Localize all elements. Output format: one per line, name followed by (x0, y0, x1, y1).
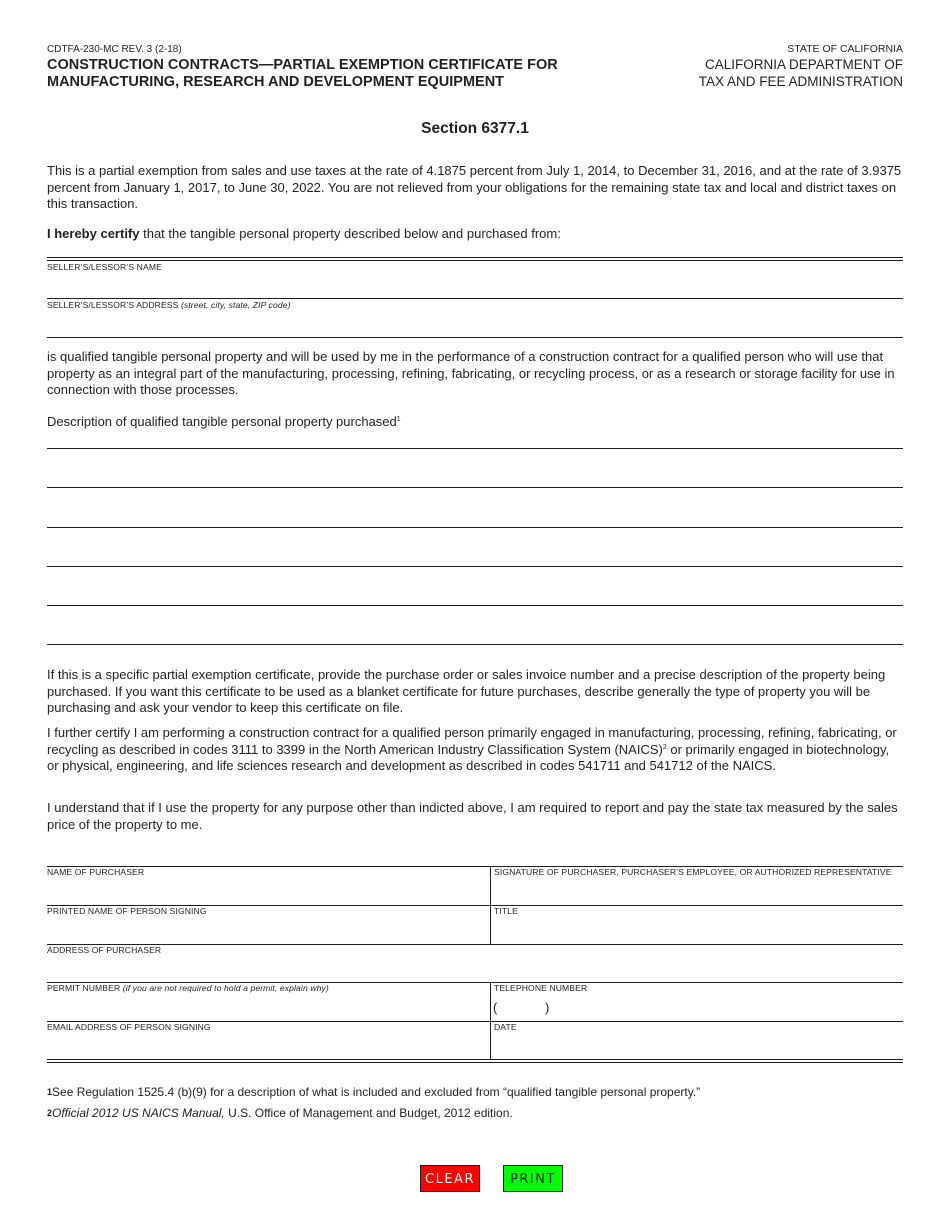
agency-line2: TAX AND FEE ADMINISTRATION (698, 74, 903, 89)
purchaser-name-label: NAME OF PURCHASER (47, 867, 145, 877)
footnote-1 (47, 1084, 700, 1100)
further-part1: I further certify I am performing a construction contract for a qualified person primarily engaged in manufacturing, processing, refining, fabricating, or recycling as described in codes 3111 to 3399 in the North American Industry Classification System (NAICS) (47, 725, 897, 757)
understand-paragraph: I understand that if I use the property for any purpose other than indicted above, I am required to report and pay the state tax measured by the sales price of the property to me. (47, 800, 898, 832)
permit-label-text: PERMIT NUMBER (47, 983, 123, 993)
description-line (47, 448, 903, 449)
description-line (47, 605, 903, 606)
footnote-2-text: U.S. Office of Management and Budget, 2012 edition. (224, 1106, 513, 1120)
seller-address-hint: (street, city, state, ZIP code) (180, 300, 291, 310)
telephone-label: TELEPHONE NUMBER (494, 983, 588, 993)
footnote-2 (47, 1105, 513, 1121)
permit-number-field[interactable] (47, 994, 487, 1021)
date-label: DATE (494, 1022, 517, 1032)
email-field[interactable] (47, 1033, 487, 1059)
certify-rest: that the tangible personal property described below and purchased from: (139, 226, 561, 241)
seller-name-field[interactable] (47, 272, 903, 298)
further-part2: or primarily engaged in biotechnology, or physical, engineering, and life sciences research and development as described in codes 541711 and 541712 of the NAICS. (47, 741, 890, 774)
seller-address-label-text: SELLER’S/LESSOR’S ADDRESS (47, 300, 181, 310)
date-field[interactable] (494, 1033, 903, 1059)
seller-address-rule (47, 337, 903, 338)
form-title (47, 57, 627, 91)
description-field[interactable] (47, 430, 903, 646)
seller-address-field[interactable] (47, 311, 903, 337)
agency-line1: CALIFORNIA DEPARTMENT OF (704, 57, 903, 72)
description-line (47, 566, 903, 567)
qualified-paragraph: is qualified tangible personal property and will be used by me in the performance of a construction contract for a qualified person who will use that property as an integral part of the manufacturing, processing, refining, fabricating, or recycling process, or as a research or storage facility for use in connection with those processes. (47, 349, 895, 398)
title-label: TITLE (494, 906, 518, 916)
footnote-ref-1: 1 (396, 416, 401, 423)
form-title-line2: MANUFACTURING, RESEARCH AND DEVELOPMENT EQUIPMENT (47, 74, 505, 90)
state-name: STATE OF CALIFORNIA (787, 43, 903, 55)
form-number: CDTFA-230-MC REV. 3 (2-18) (47, 44, 182, 55)
seller-address-label (47, 300, 291, 310)
specific-paragraph: If this is a specific partial exemption certificate, provide the purchase order or sales invoice number and a precise description of the property being purchased. If you want this certificate to be used as a blanket certificate for future purchases, describe generally the type of property you will be purchasing and ask your vendor to keep this certificate on file. (47, 667, 886, 716)
footnote-ref-2: 2 (662, 743, 667, 751)
signature-label: SIGNATURE OF PURCHASER, PURCHASER’S EMPLOYEE, OR AUTHORIZED REPRESENTATIVE (494, 867, 892, 877)
section-title: Section 6377.1 (421, 120, 529, 137)
intro-paragraph: This is a partial exemption from sales and use taxes at the rate of 4.1875 percent from July 1, 2014, to December 31, 2016, and at the rate of 3.9375 percent from January 1, 2017, to June 30, 2022. You are not relieved from your obligations for the remaining state tax and local and district taxes on this transaction. (47, 163, 902, 212)
printed-name-label: PRINTED NAME OF PERSON SIGNING (47, 906, 207, 916)
title-field[interactable] (494, 917, 903, 944)
footnote-2-number: 2 (47, 1108, 53, 1118)
description-label-text: Description of qualified tangible personal property purchased (47, 414, 397, 429)
certify-bold: I hereby certify (47, 226, 140, 241)
further-certify-paragraph (47, 725, 903, 775)
description-line (47, 487, 903, 488)
telephone-field[interactable] (494, 994, 903, 1021)
seller-name-rule (47, 298, 903, 299)
email-label: EMAIL ADDRESS OF PERSON SIGNING (47, 1022, 211, 1032)
signature-field[interactable] (494, 878, 903, 905)
telephone-open-paren: ( (493, 1000, 498, 1015)
footnote-1-number: 1 (47, 1087, 53, 1097)
printed-name-field[interactable] (47, 917, 487, 944)
print-button[interactable]: PRINT (503, 1165, 563, 1192)
permit-hint: (if you are not required to hold a permit, explain why) (122, 983, 329, 993)
form-title-line1: CONSTRUCTION CONTRACTS—PARTIAL EXEMPTION CERTIFICATE FOR (47, 57, 558, 73)
certify-statement (47, 226, 903, 243)
purchaser-bottom-rule (47, 1059, 903, 1063)
footnote-2-italic: Official 2012 US NAICS Manual, (52, 1106, 225, 1120)
description-line (47, 527, 903, 528)
agency-block (699, 43, 903, 90)
permit-label (47, 983, 329, 993)
seller-name-label: SELLER’S/LESSOR’S NAME (47, 262, 162, 272)
purchaser-row2-rule (47, 944, 903, 945)
purchaser-address-label: ADDRESS OF PURCHASER (47, 945, 162, 955)
purchaser-name-field[interactable] (47, 878, 487, 905)
description-label (47, 414, 903, 431)
purchaser-address-field[interactable] (47, 956, 903, 982)
footnote-1-text: See Regulation 1525.4 (b)(9) for a description of what is included and excluded from “qualified tangible personal property.” (52, 1085, 701, 1099)
telephone-close-paren: ) (545, 1000, 550, 1015)
seller-top-rule (47, 257, 903, 261)
description-line (47, 644, 903, 645)
clear-button[interactable]: CLEAR (420, 1165, 480, 1192)
